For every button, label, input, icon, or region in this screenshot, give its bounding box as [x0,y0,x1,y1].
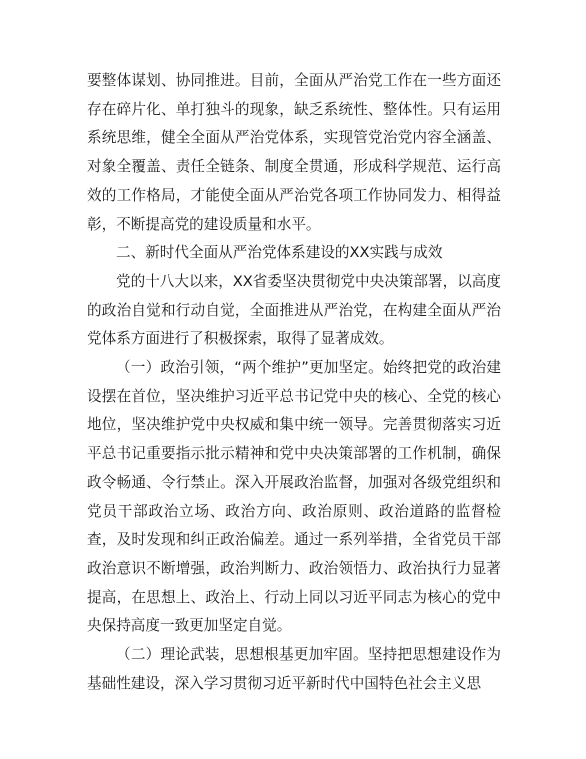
paragraph-continuation: 要整体谋划、协同推进。目前，全面从严治党工作在一些方面还存在碎片化、单打独斗的现象，缺乏系统性、整体性。只有运用系统思维，健全全面从严治党体系，实现管党治党内容全涵盖、对象全覆盖、责任全链条、制度全贯通，形成科学规范、运行高效的工作格局，才能使全面从严治党各项工作协同发力、相得益彰，不断提高党的建设质量和水平。 [87,72,501,233]
document-body [87,67,501,698]
paragraph-intro: 党的十八大以来，XX省委坚决贯彻党中央决策部署，以高度的政治自觉和行动自觉，全面推进从严治党，在构建全面从严治党体系方面进行了积极探索，取得了显著成效。 [87,272,501,348]
paragraph-political-leadership: （一）政治引领，“两个维护”更加坚定。始终把党的政治建设摆在首位，坚决维护习近平总书记党中央的核心、全党的核心地位，坚决维护党中央权威和集中统一领导。完善贯彻落实习近平总书记重要指示批示精神和党中央决策部署的工作机制，确保政令畅通、令行禁止。深入开展政治监督，加强对各级党组织和党员干部政治立场、政治方向、政治原则、政治道路的监督检查，及时发现和纠正政治偏差。通过一系列举措，全省党员干部政治意识不断增强，政治判断力、政治领悟力、政治执行力显著提高，在思想上、政治上、行动上同以习近平同志为核心的党中央保持高度一致更加坚定自觉。 [87,359,501,635]
paragraph-theory-armament: （二）理论武装，思想根基更加牢固。坚持把思想建设作为基础性建设，深入学习贯彻习近平新时代中国特色社会主义思 [87,646,501,692]
section-heading: 二、新时代全面从严治党体系建设的XX实践与成效 [116,244,443,262]
